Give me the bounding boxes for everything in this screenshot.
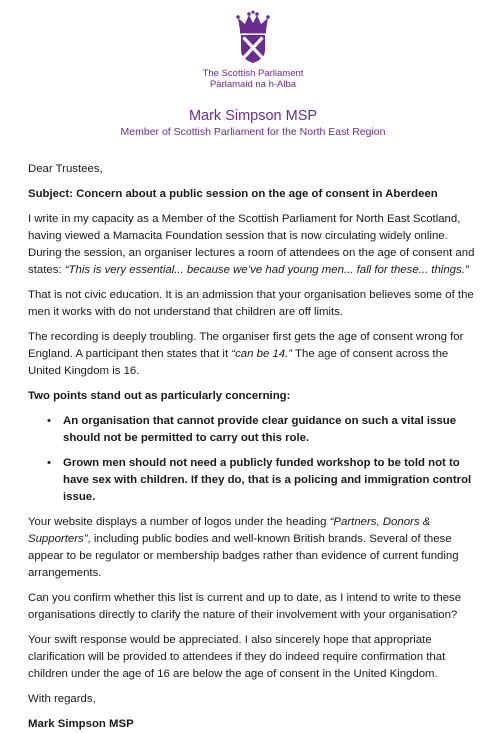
parliament-name-english: The Scottish Parliament <box>202 68 304 79</box>
paragraph-4-quote: “Partners, Donors & Supporters” <box>28 516 431 545</box>
paragraph-3-text-a: The recording is deeply troubling. The organiser first gets the age of consent wrong for England. A participant then states that it <box>28 331 464 360</box>
paragraph-5: Can you confirm whether this list is current and up to date, as I intend to write to these organisations directly to clarify the nature of their involvement with your organisation? <box>28 592 462 621</box>
parliament-name-gaelic: Pàrlamaid na h-Alba <box>209 79 297 90</box>
bullet-icon: • <box>47 457 51 469</box>
scottish-parliament-crest-icon <box>232 10 274 64</box>
salutation: Dear Trustees, <box>28 163 103 175</box>
signoff: With regards, <box>28 693 96 705</box>
list-item: • Grown men should not need a publicly funded workshop to be told not to have sex with children. If they do, that is a policing and immigration control issue. <box>47 457 472 503</box>
bullet-icon: • <box>47 415 51 427</box>
paragraph-6: Your swift response would be appreciated. I also sincerely hope that appropriate clarification will be provided to attendees if they do indeed require confirmation that children under the age of 16 are below the age of consent in the United Kingdom. <box>28 634 446 680</box>
paragraph-2: That is not civic education. It is an admission that your organisation believes some of the men it works with do not understand that children are off limits. <box>28 289 474 318</box>
subject-line: Subject: Concern about a public session on the age of consent in Aberdeen <box>28 188 438 200</box>
signature: Mark Simpson MSP <box>28 718 134 730</box>
concern-points-list <box>28 413 478 506</box>
paragraph-1-quote: “This is very essential... because we’ve had young men... fall for these... things.” <box>64 264 469 276</box>
letter-body <box>28 161 478 733</box>
sender-role: Member of Scottish Parliament for the North East Region <box>120 126 386 138</box>
paragraph-1 <box>28 211 478 279</box>
paragraph-3-text-b: The age of consent across the United Kingdom is 16. <box>28 348 449 377</box>
paragraph-4-text-b: , including public bodies and well-known British brands. Several of these appear to be regulator or membership badges rather than evidence of current funding arrangements. <box>28 533 459 579</box>
points-heading: Two points stand out as particularly concerning: <box>28 390 291 402</box>
sender-name: Mark Simpson MSP <box>188 108 318 124</box>
list-item: • An organisation that cannot provide clear guidance on such a vital issue should not be permitted to carry out this role. <box>47 415 457 444</box>
paragraph-4 <box>28 514 478 582</box>
paragraph-4-text-a: Your website displays a number of logos under the heading <box>28 516 330 528</box>
paragraph-3-quote: “can be 14.” <box>231 348 293 360</box>
paragraph-1-text: I write in my capacity as a Member of the Scottish Parliament for North East Scotland, having viewed a Mamacita Foundation session that is now circulating widely online. During the session, an organiser lectures a room of attendees on the age of consent and states: <box>28 213 475 276</box>
paragraph-3 <box>28 329 478 380</box>
letterhead <box>28 0 478 90</box>
